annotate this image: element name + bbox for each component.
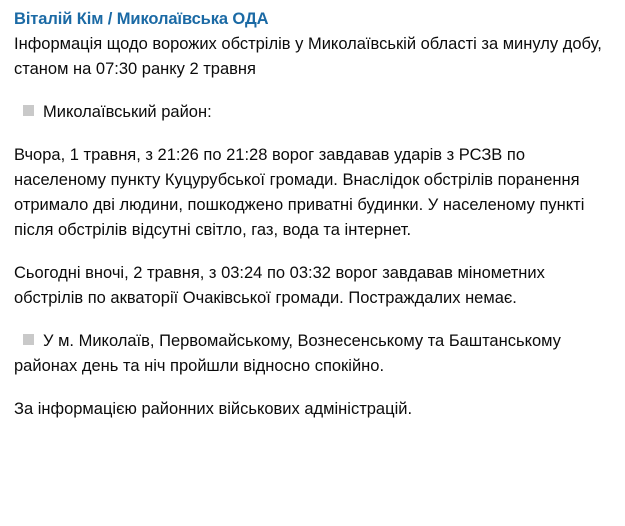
bullet-square-icon	[23, 105, 34, 116]
bullet-square-icon-2	[23, 334, 34, 345]
post-footer: За інформацією районних військових адміністрацій.	[14, 400, 413, 418]
post-bullet-note-text: У м. Миколаїв, Первомайському, Вознесенському та Баштанському районах день та ніч пройшли відносно спокійно.	[14, 332, 561, 375]
section-heading-line	[14, 100, 611, 125]
post-bullet-note-line	[14, 329, 611, 379]
section-heading-text: Миколаївський район:	[43, 103, 212, 121]
post-lead-paragraph: Інформація щодо ворожих обстрілів у Миколаївській області за минулу добу, станом на 07:30 ранку 2 травня	[14, 35, 602, 78]
post-paragraph-1: Вчора, 1 травня, з 21:26 по 21:28 ворог завдавав ударів з РСЗВ по населеному пункту Куцурубської громади. Внаслідок обстрілів поранення отримало дві людини, пошкоджено приватні будинки. У населеному пункті після обстрілів відсутні світло, газ, вода та інтернет.	[14, 146, 585, 239]
post-paragraph-2: Сьогодні вночі, 2 травня, з 03:24 по 03:32 ворог завдавав мінометних обстрілів по акваторії Очаківської громади. Постраждалих немає.	[14, 264, 545, 307]
post-author[interactable]: Віталій Кім / Миколаївська ОДА	[14, 10, 269, 28]
